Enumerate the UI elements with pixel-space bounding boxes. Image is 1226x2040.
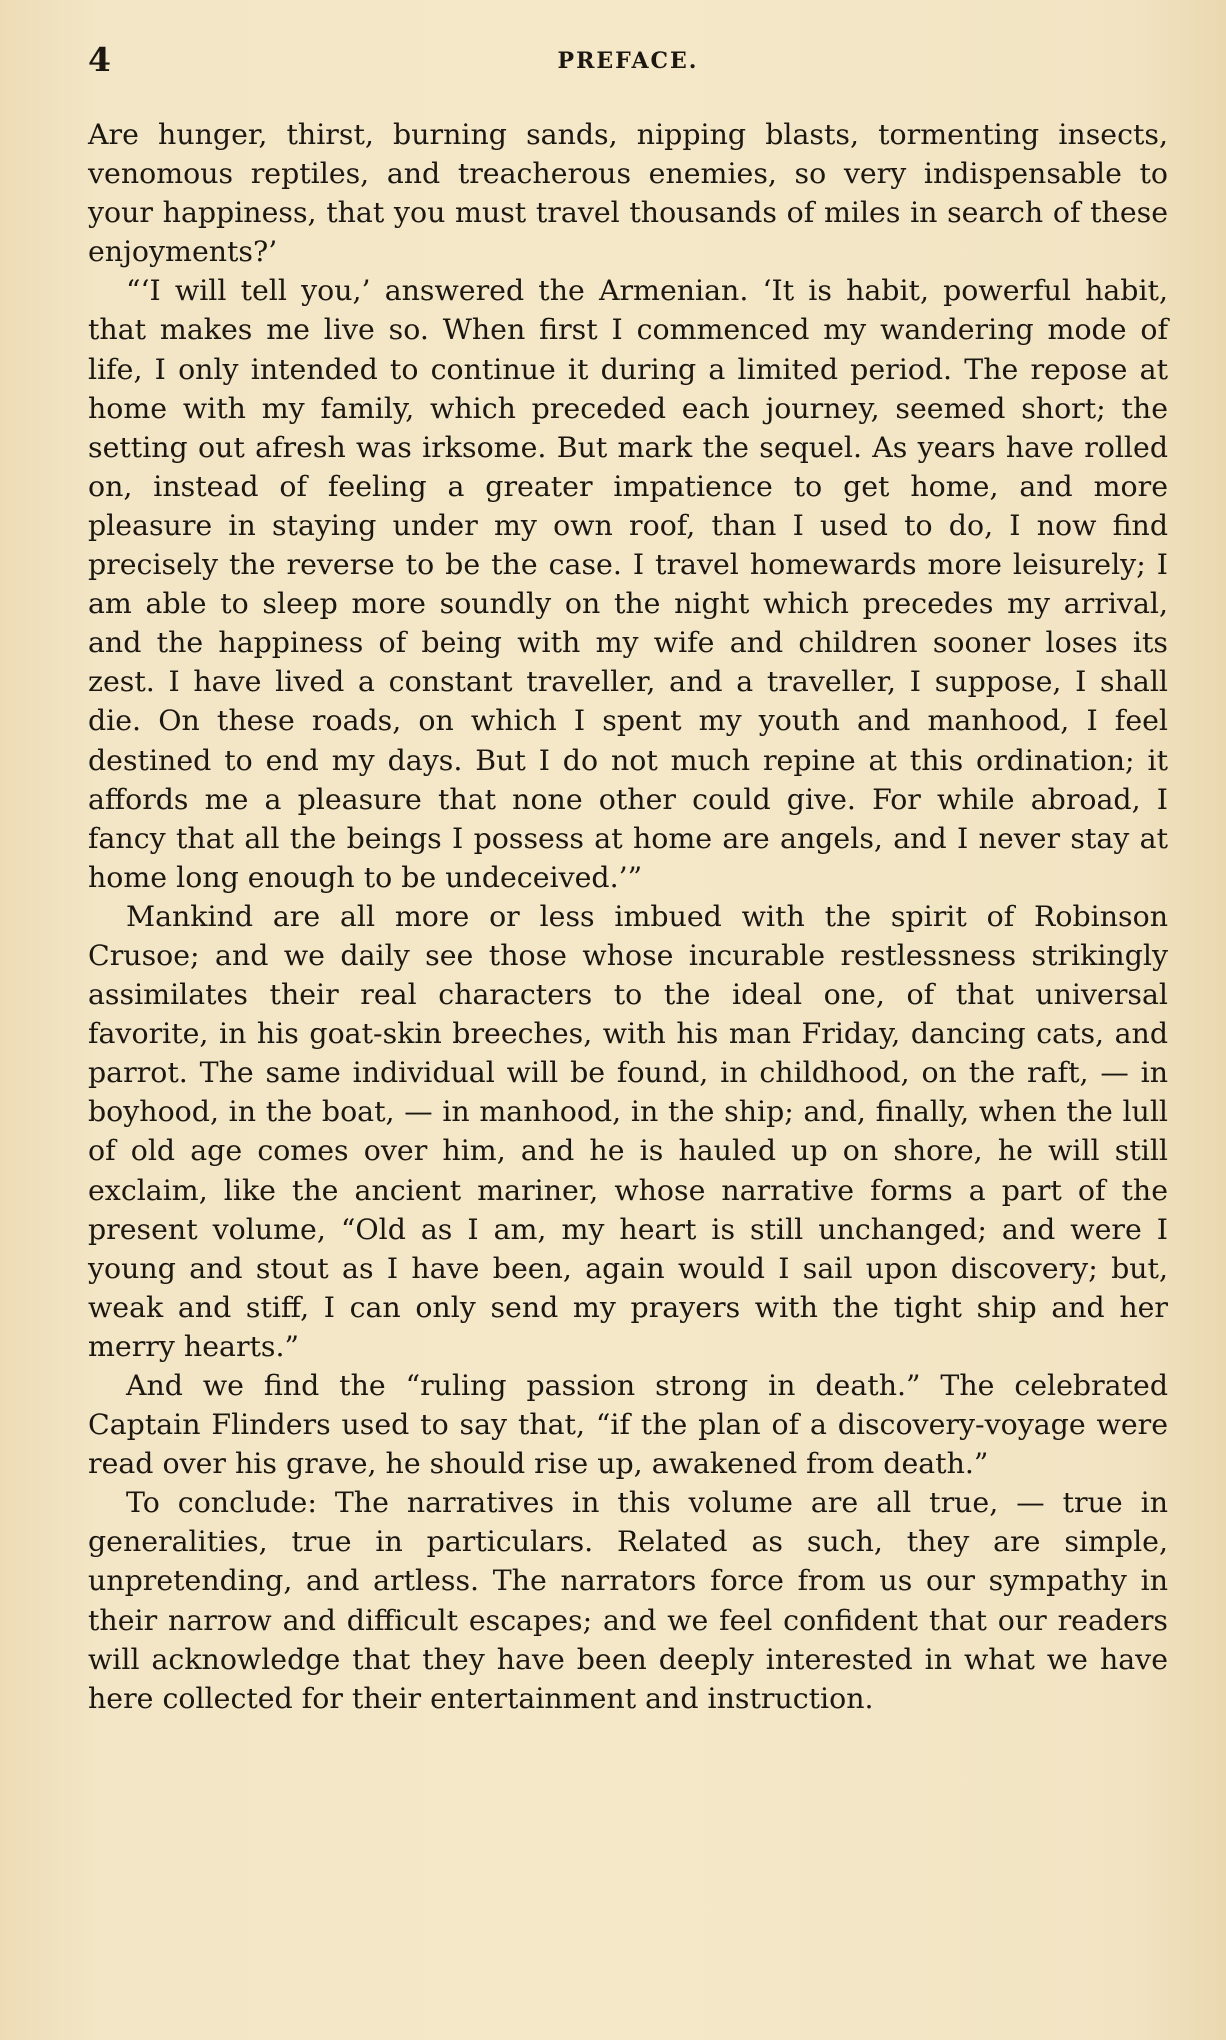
paragraph-4: And we find the “ruling passion strong in death.” The celebrated Captain Flinders used to say that, “if the plan of a discovery-voyage were read over his grave, he should rise up, awakened from death.” [88, 1369, 1168, 1481]
paragraph-3: Mankind are all more or less imbued with the spirit of Robinson Crusoe; and we daily see those whose incurable restlessness strikingly assimilates their real characters to the ideal one, of that universal favorite, in his goat-skin breeches, with his man Friday, dancing cats, and parrot. The same individual will be found, in childhood, on the raft, — in boyhood, in the boat, — in manhood, in the ship; and, finally, when the lull of old age comes over him, and he is hauled up on shore, he will still exclaim, like the ancient mariner, whose narrative forms a part of the present volume, “Old as I am, my heart is still unchanged; and were I young and stout as I have been, again would I sail upon discovery; but, weak and stiff, I can only send my prayers with the tight ship and her merry hearts.” [88, 899, 1168, 1363]
running-head: PREFACE. [557, 48, 699, 74]
paragraph-2: “‘I will tell you,’ answered the Armenian. ‘It is habit, powerful habit, that makes me live so. When first I commenced my wandering mode of life, I only intended to continue it during a limited period. The repose at home with my family, which preceded each journey, seemed short; the setting out afresh was irksome. But mark the sequel. As years have rolled on, instead of feeling a greater impatience to get home, and more pleasure in staying under my own roof, than I used to do, I now find precisely the reverse to be the case. I travel homewards more leisurely; I am able to sleep more soundly on the night which precedes my arrival, and the happiness of being with my wife and children sooner loses its zest. I have lived a constant traveller, and a traveller, I suppose, I shall die. On these roads, on which I spent my youth and manhood, I feel destined to end my days. But I do not much repine at this ordination; it affords me a pleasure that none other could give. For while abroad, I fancy that all the beings I possess at home are angels, and I never stay at home long enough to be undeceived.’” [88, 274, 1168, 894]
page-header [88, 40, 1168, 80]
paragraph-5: To conclude: The narratives in this volume are all true, — true in generalities, true in particulars. Related as such, they are simple, unpretending, and artless. The narrators force from us our sympathy in their narrow and difficult escapes; and we feel confident that our readers will acknowledge that they have been deeply interested in what we have here collected for their entertainment and instruction. [88, 1486, 1168, 1715]
paragraph-1: Are hunger, thirst, burning sands, nipping blasts, tormenting insects, venomous reptiles, and treacherous enemies, so very indispensable to your happiness, that you must travel thousands of miles in search of these enjoyments?’ [88, 118, 1168, 269]
body-text [88, 115, 1168, 1718]
page-number: 4 [88, 40, 112, 79]
